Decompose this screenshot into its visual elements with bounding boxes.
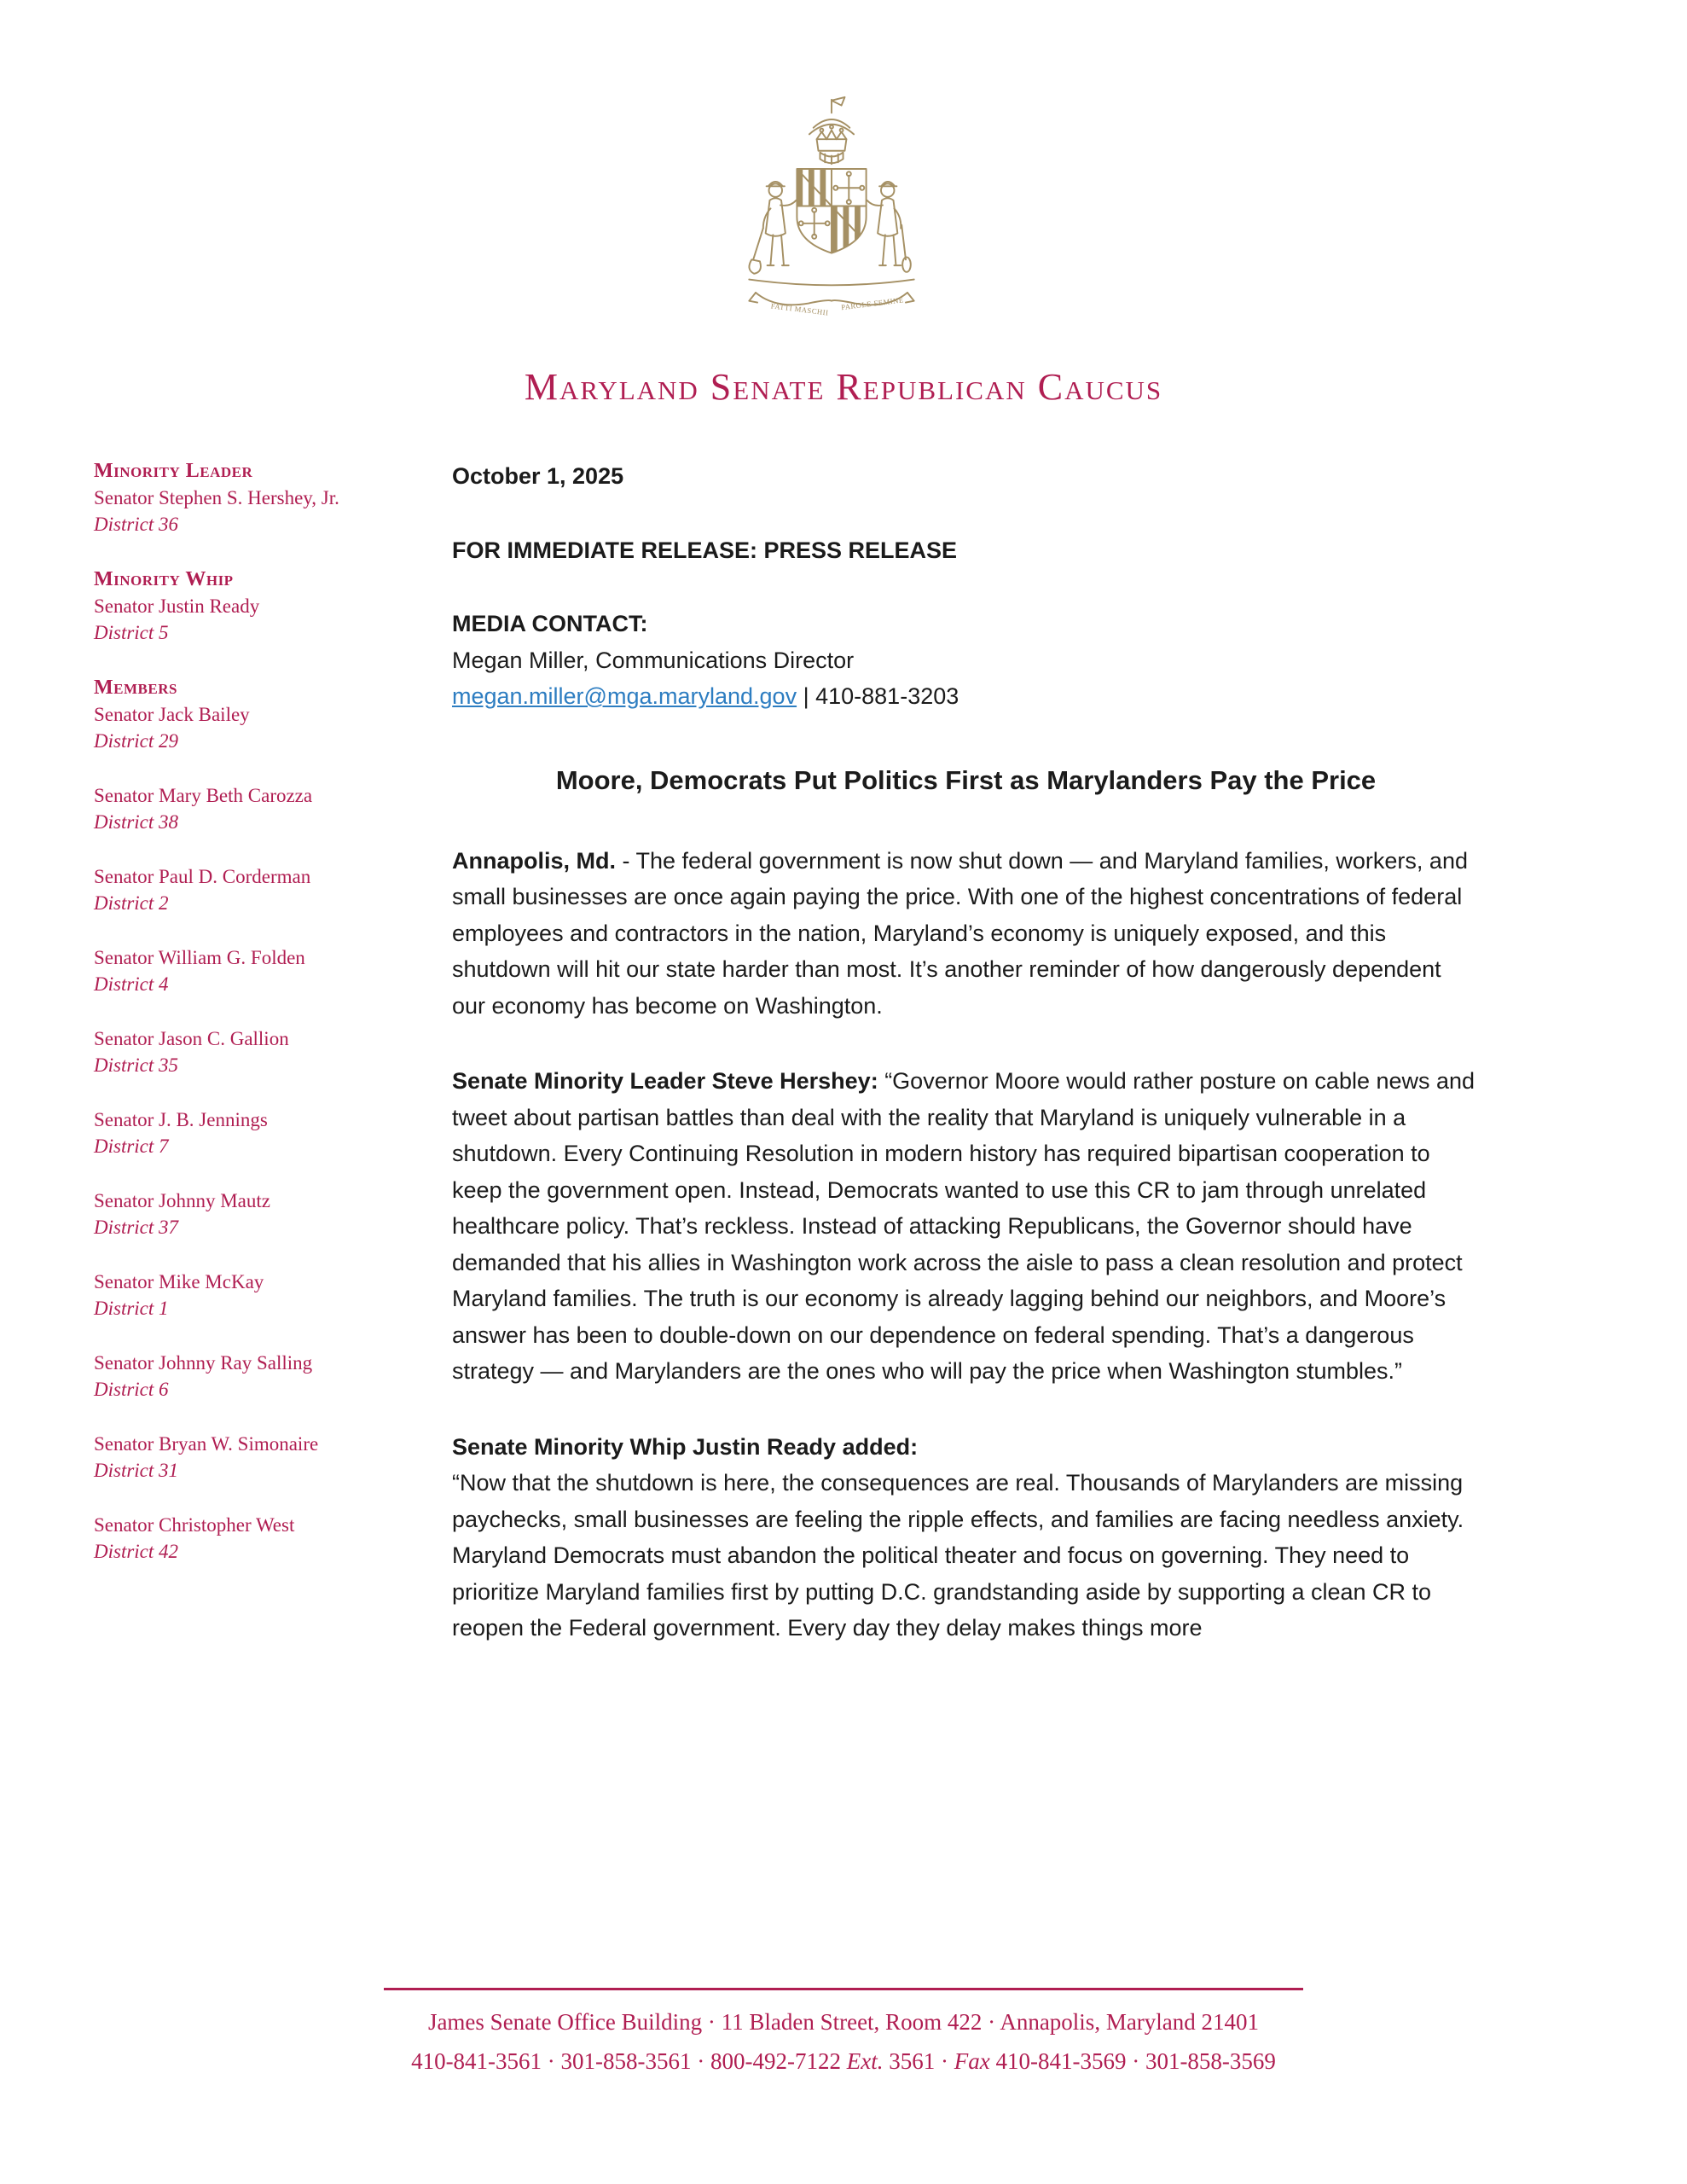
member-entry	[94, 944, 435, 997]
minority-whip-block	[94, 566, 435, 646]
member-district: District 7	[94, 1136, 169, 1157]
member-name: Senator Mike McKay	[94, 1271, 264, 1292]
ready-lead: Senate Minority Whip Justin Ready added:	[452, 1433, 919, 1460]
member-entry	[94, 1269, 435, 1321]
footer-phones	[0, 2042, 1687, 2081]
maryland-coat-of-arms-icon	[733, 92, 930, 345]
minority-whip-district: District 5	[94, 622, 169, 643]
member-entry	[94, 782, 435, 835]
member-district: District 31	[94, 1460, 179, 1481]
members-heading: Members	[94, 677, 177, 699]
letterhead-footer	[0, 1988, 1687, 2081]
minority-leader-district: District 36	[94, 514, 179, 535]
member-name: Senator Christopher West	[94, 1514, 295, 1536]
maryland-coat-of-arms-logo	[733, 92, 930, 345]
paragraph-ready-quote	[452, 1429, 1480, 1647]
footer-divider	[384, 1988, 1303, 1990]
member-district: District 37	[94, 1217, 179, 1238]
member-district: District 38	[94, 811, 179, 833]
member-district: District 2	[94, 892, 169, 914]
logo-motto-right: PAROLE FEMINE	[840, 295, 905, 312]
hershey-lead: Senate Minority Leader Steve Hershey:	[452, 1068, 878, 1094]
footer-phone-segment: 410-841-3569 · 301-858-3569	[989, 2048, 1276, 2074]
logo-motto-left: FATTI MASCHII	[770, 301, 830, 317]
minority-leader-heading: Minority Leader	[94, 460, 253, 482]
contact-email-link[interactable]: megan.miller@mga.maryland.gov	[452, 683, 797, 709]
dateline-text: - The federal government is now shut down — and Maryland families, workers, and small businesses are once again paying the price. With one of the highest concentrations of federal employees and contractors in the nation, Maryland’s economy is uniquely exposed, and this shutdown will hit our state harder than most. It’s another reminder of how dangerously dependent our economy has become on Washington.	[452, 847, 1468, 1019]
headline: Moore, Democrats Put Politics First as Marylanders Pay the Price	[555, 764, 1377, 795]
member-name: Senator J. B. Jennings	[94, 1109, 268, 1130]
press-release-body	[452, 458, 1480, 1647]
contact-line	[452, 678, 1480, 715]
minority-leader-name: Senator Stephen S. Hershey, Jr.	[94, 487, 339, 508]
member-name: Senator William G. Folden	[94, 947, 305, 968]
member-name: Senator Mary Beth Carozza	[94, 785, 313, 806]
org-title: Maryland Senate Republican Caucus	[524, 366, 1163, 408]
footer-fax-label: Fax	[954, 2048, 990, 2074]
member-district: District 42	[94, 1541, 179, 1562]
contact-phone: 410-881-3203	[815, 683, 959, 709]
footer-address: James Senate Office Building · 11 Bladen Street, Room 422 · Annapolis, Maryland 21401	[427, 2009, 1260, 2035]
minority-leader-block	[94, 458, 435, 537]
member-name: Senator Bryan W. Simonaire	[94, 1433, 319, 1455]
member-name: Senator Paul D. Corderman	[94, 866, 311, 887]
release-date: October 1, 2025	[452, 463, 624, 489]
member-name: Senator Johnny Ray Salling	[94, 1352, 313, 1374]
media-contact-heading: MEDIA CONTACT:	[452, 611, 648, 636]
member-name: Senator Jack Bailey	[94, 704, 250, 725]
member-entry	[94, 1025, 435, 1078]
paragraph-hershey-quote	[452, 1063, 1480, 1390]
member-entry	[94, 1431, 435, 1484]
member-district: District 1	[94, 1298, 169, 1319]
member-entry	[94, 1350, 435, 1403]
release-line: FOR IMMEDIATE RELEASE: PRESS RELEASE	[452, 537, 958, 563]
member-district: District 6	[94, 1379, 169, 1400]
member-district: District 29	[94, 730, 179, 752]
member-entry	[94, 1512, 435, 1565]
caucus-roster-sidebar	[94, 458, 435, 1594]
footer-phone-segment: 3561 ·	[883, 2048, 954, 2074]
member-entry	[94, 863, 435, 916]
minority-whip-name: Senator Justin Ready	[94, 595, 260, 617]
minority-whip-heading: Minority Whip	[94, 568, 234, 590]
member-district: District 35	[94, 1054, 179, 1076]
member-entry	[94, 1107, 435, 1159]
dateline-lead: Annapolis, Md.	[452, 847, 616, 874]
ready-quote-text: “Now that the shutdown is here, the consequences are real. Thousands of Marylanders are missing paychecks, small businesses are feeling the ripple effects, and families are facing needless anxiety. Maryland Democrats must abandon the political theater and focus on governing. They need to prioritize Maryland families first by putting D.C. grandstanding aside by supporting a clean CR to reopen the Federal government. Every day they delay makes things more	[452, 1470, 1464, 1641]
footer-ext-label: Ext.	[846, 2048, 884, 2074]
member-name: Senator Johnny Mautz	[94, 1190, 270, 1211]
member-name: Senator Jason C. Gallion	[94, 1028, 289, 1049]
member-entry	[94, 1188, 435, 1240]
contact-separator: |	[797, 683, 816, 709]
paragraph-dateline	[452, 843, 1480, 1025]
members-block	[94, 675, 435, 1565]
contact-name: Megan Miller, Communications Director	[452, 647, 855, 673]
member-district: District 4	[94, 973, 169, 995]
member-entry	[94, 701, 435, 754]
hershey-quote-text: “Governor Moore would rather posture on cable news and tweet about partisan battles than deal with the reality that Maryland is uniquely vulnerable in a shutdown. Every Continuing Resolution in modern history has required bipartisan cooperation to keep the government open. Instead, Democrats wanted to use this CR to jam through unrelated healthcare policy. That’s reckless. Instead of attacking Republicans, the Governor should have demanded that his allies in Washington work across the aisle to pass a clean resolution and protect Maryland families. The truth is our economy is already lagging behind our neighbors, and Moore’s answer has been to double-down on our dependence on federal spending. That’s a dangerous strategy — and Marylanders are the ones who will pay the price when Washington stumbles.”	[452, 1068, 1475, 1384]
footer-phone-segment: 410-841-3561 · 301-858-3561 · 800-492-7122	[411, 2048, 847, 2074]
